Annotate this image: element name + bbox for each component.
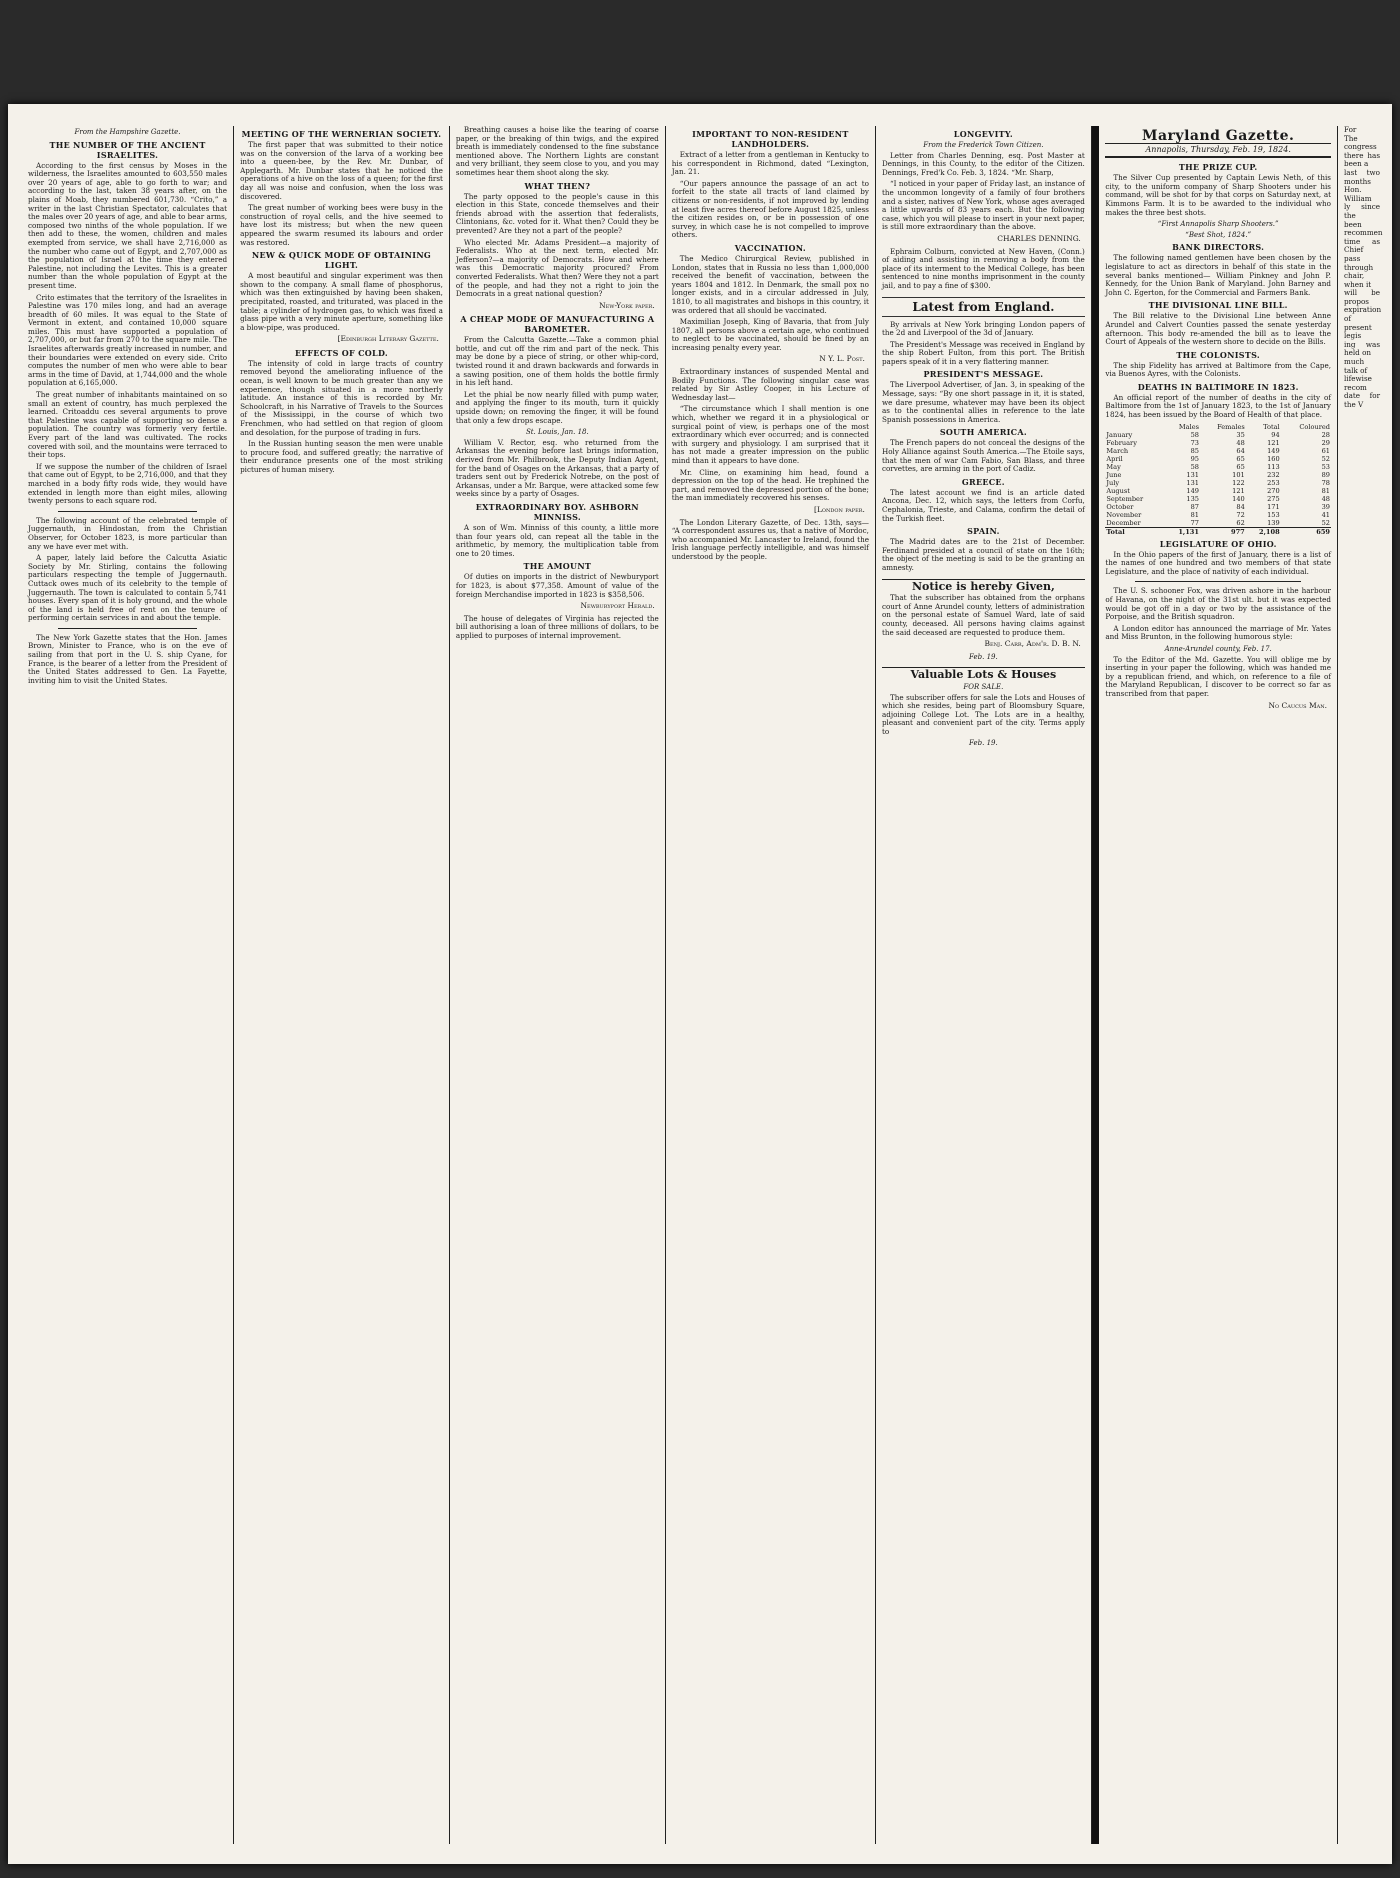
paragraph: The great number of working bees were busy in the construction of royal cells, and the hive seemed to have lost its mistress; but when the new queen appeared the swarm resumed its labours and order was restored.	[240, 203, 443, 247]
table-cell: 78	[1321, 478, 1330, 487]
paragraph: Letter from Charles Denning, esq. Post Master at Dennings, in this County, to the editor of the Citizen. Dennings, Fred'k Co. Feb. 3, 1824. “Mr. Sharp,	[881, 150, 1085, 177]
table-cell: 52	[1321, 518, 1330, 527]
paragraph: “I noticed in your paper of Friday last, an instance of the uncommon longevity of a family of four brothers and a sister, natives of New York, whose ages averaged a little upwards of 83 years each. But the following case, which you will please to insert in your next paper, is still more extraordinary than the above.	[881, 179, 1085, 232]
table-cell: 62	[1236, 518, 1245, 527]
text-line: Hon. William	[1344, 185, 1372, 203]
table-cell: March	[1106, 446, 1129, 455]
table-cell: 72	[1236, 510, 1245, 519]
table-cell: 1,131	[1165, 527, 1200, 536]
table-cell: 139	[1267, 518, 1280, 527]
paragraph: Mr. Cline, on examining him head, found a depression on the top of the head. He trephined the part, and removed the depressed portion of the bone; the man immediately recovered his senses.	[671, 467, 869, 503]
table-cell: 81	[1321, 486, 1330, 495]
dateline: Anne-Arundel county, Feb. 17.	[1164, 645, 1272, 653]
article-title: THE DIVISIONAL LINE BILL.	[1148, 300, 1288, 311]
table-cell: August	[1106, 486, 1130, 495]
masthead-dateline: Annapolis, Thursday, Feb. 19, 1824.	[1105, 143, 1331, 159]
text-line: ing was held on	[1344, 339, 1381, 358]
table-cell: 64	[1236, 446, 1245, 455]
paragraph: The President's Message was received in England by the ship Robert Fulton, from this port. The British papers speak of it in a very flattering manner.	[881, 339, 1085, 366]
table-cell: 85	[1190, 446, 1199, 455]
paragraph: Of duties on imports in the district of Newburyport for 1823, is about $77,358. Amount of value of the foreign Merchandise imported in 1823 is $358,506.	[455, 572, 659, 599]
article-title: THE AMOUNT	[523, 561, 592, 572]
table-row	[1105, 479, 1331, 487]
paragraph: The Bill relative to the Divisional Line between Anne Arundel and Calvert Counties passed the senate yesterday afternoon. This body re-amended the bill as to leave the Court of Appeals of the western shore to decide on the Bills.	[1105, 311, 1331, 347]
article-title: PRESIDENT'S MESSAGE.	[923, 369, 1044, 380]
table-cell: 113	[1267, 462, 1280, 471]
table-cell: 131	[1186, 470, 1199, 479]
paragraph: The U. S. schooner Fox, was driven ashore in the harbour of Havana, on the night of the 31st ult. but it was expected would be got off in a day or two by the assistance of the Porpoise, and the British squadron.	[1105, 586, 1331, 622]
table-cell: 84	[1236, 502, 1245, 511]
table-cell: 2,108	[1246, 527, 1281, 536]
signature: No Caucus Man.	[1268, 700, 1327, 710]
text-line: last two months	[1344, 167, 1381, 186]
paragraph: The Medico Chirurgical Review, published in London, states that in Russia no less than 1,000,000 received the benefit of vaccination, between the years 1804 and 1812. In Denmark, the small pox no longer exists, and in a circular addressed in July, 1810, to all magistrates and bishops in this country, it was ordered that all should be vaccinated.	[671, 253, 869, 315]
table-row	[1105, 447, 1331, 455]
table-cell: July	[1106, 478, 1120, 487]
paragraph: The Madrid dates are to the 21st of December. Ferdinand presided at a council of state on the 16th; the object of the meeting is said to be the granting an amnesty.	[881, 537, 1085, 572]
table-cell: 52	[1321, 454, 1330, 463]
table-header-cell: Total	[1263, 422, 1280, 431]
table-header-cell: Females	[1217, 422, 1245, 431]
signature: CHARLES DENNING.	[997, 233, 1081, 243]
signature: Newburyport Herald.	[580, 601, 655, 611]
table-cell: 232	[1267, 470, 1280, 479]
paragraph: The London Literary Gazette, of Dec. 13th, says— “A correspondent assures us, that a native of Mordoc, who accompanied Mr. Lancaster to Ireland, found the Irish language perfectly intelligible, and was himself understood by the people.	[671, 517, 869, 561]
paragraph: “The circumstance which I shall mention is one which, whether we regard it in a physiological or surgical point of view, is perhaps one of the most extraordinary which ever occurred; and is connected with surgery and physiology. I am surprised that it has not made a greater impression on the public mind than it appears to have done.	[671, 404, 869, 465]
text-line: chair, when it	[1344, 271, 1372, 289]
table-row	[1105, 527, 1331, 536]
table-cell: 160	[1267, 454, 1280, 463]
paragraph: A most beautiful and singular experiment was then shown to the company. A small flame of phosphorus, which was then extinguished by having been shaken, precipitated, roasted, and triturated, was placed in the table; a cylinder of hydrogen gas, to which was fixed a glass pipe with a very minute aperture, something like a blow-pipe, was produced.	[240, 271, 443, 332]
text-line: time as Chief	[1344, 236, 1381, 255]
article-title: IMPORTANT TO NON-RESIDENT LANDHOLDERS.	[692, 129, 849, 149]
table-cell: May	[1106, 462, 1121, 471]
article-title: VACCINATION.	[734, 242, 806, 253]
paragraph: Let the phial be now nearly filled with pump water, and applying the finger to its mouth, turn it quickly upside down; on removing the finger, it will be found that only a few drops escape.	[455, 389, 659, 425]
article-title: LONGEVITY.	[953, 129, 1013, 139]
table-row	[1105, 431, 1331, 439]
paragraph: The house of delegates of Virginia has rejected the bill authorising a loan of three millions of dollars, to be applied to purposes of internal improvement.	[455, 613, 659, 640]
signature: N Y. L. Post.	[819, 354, 865, 364]
table-cell: 81	[1190, 510, 1199, 519]
table-cell: 659	[1281, 527, 1331, 536]
table-row	[1105, 455, 1331, 463]
paragraph: In the Russian hunting season the men were unable to procure food, and suffered greatly; the narrative of their endurance presents one of the most striking pictures of human misery.	[240, 439, 443, 474]
table-row	[1105, 439, 1331, 447]
paragraph: That the subscriber has obtained from the orphans court of Anne Arundel county, letters of administration on the personal estate of Samuel Ward, late of said county, deceased. All persons having claims against the said deceased are requested to produce them.	[881, 593, 1085, 637]
article-title: NEW & QUICK MODE OF OBTAINING LIGHT.	[251, 250, 432, 271]
paragraph: From the Calcutta Gazette.—Take a common phial bottle, and cut off the rim and part of the neck. This may be done by a piece of string, or other whip-cord, twisted round it and drawn backwards and forwards in a sawing position, one of them holds the bottle firmly in his left hand.	[455, 335, 659, 388]
table-header-cell: Coloured	[1299, 422, 1330, 431]
text-line: The congress	[1344, 133, 1377, 152]
table-cell: 149	[1267, 446, 1280, 455]
paragraph: If we suppose the number of the children of Israel that came out of Egypt, to be 2,716,000, and that they marched in a body fifty rods wide, they would have extended in length more than eight miles, allowing twenty persons to each square rod.	[28, 461, 228, 506]
column-4	[666, 126, 876, 1844]
text-line: expiration of	[1344, 305, 1382, 324]
article-title: BANK DIRECTORS.	[1172, 242, 1265, 253]
inscription: “Best Shot, 1824.”	[1185, 230, 1252, 239]
divider	[58, 511, 197, 512]
table-cell: 153	[1267, 510, 1280, 519]
table-cell: Total	[1105, 527, 1165, 536]
paragraph: The New York Gazette states that the Hon. James Brown, Minister to France, who is on the eve of sailing from that port in the U. S. ship Cyane, for France, is the bearer of a letter from the President of the United States addressed to Gen. La Fayette, inviting him to visit the United States.	[28, 632, 228, 685]
table-row	[1105, 487, 1331, 495]
paragraph: The latest account we find is an article dated Ancona, Dec. 12, which says, the letters from Corfu, Cephalonia, Trieste, and Calama, confirm the detail of the Turkish fleet.	[881, 487, 1085, 523]
table-cell: 39	[1321, 502, 1330, 511]
table-header-row	[1105, 423, 1331, 431]
masthead: Maryland Gazette.	[1141, 128, 1295, 144]
article-title: SOUTH AMERICA.	[939, 427, 1027, 438]
signature: New-York paper.	[599, 300, 655, 310]
paragraph: Breathing causes a hoise like the tearing of coarse paper, or the breaking of thin twigs, and the expired breath is immediately condensed to the fine substance mentioned above. The Northern Lights are constant and very brilliant, they seem close to you, and you may sometimes hear them shoot along the sky.	[455, 126, 659, 177]
text-line: much talk of	[1344, 357, 1368, 375]
paragraph: In the Ohio papers of the first of January, there is a list of the names of one hundred and two members of that state Legislature, and the place of nativity of each individual.	[1105, 549, 1331, 576]
table-cell: 94	[1271, 430, 1280, 439]
table-cell: 270	[1267, 486, 1280, 495]
paragraph: “Our papers announce the passage of an act to forfeit to the state all tracts of land claimed by citizens or non-residents, if not improved by lending at least five acres thereof before August 1825, unless the citizen resides on, or be in possession of one survey, in which case he is not compelled to improve others.	[671, 178, 869, 240]
table-cell: 121	[1267, 438, 1280, 447]
table-cell: 58	[1190, 430, 1199, 439]
article-title: THE COLONISTS.	[1176, 349, 1260, 360]
table-cell: 35	[1236, 430, 1245, 439]
signature: Benj. Carr, Adm'r. D. B. N.	[984, 639, 1081, 649]
article-title: GREECE.	[961, 476, 1005, 487]
divider	[1135, 581, 1301, 582]
table-row	[1105, 471, 1331, 479]
signature: [London paper.	[814, 504, 865, 514]
paragraph: Who elected Mr. Adams President—a majority of Federalists. Who at the next term, elected Mr. Jefferson?—a majority of Democrats. How and where was this Democratic majority procured? From converted Federalists. What then? Were they not a part of the people, and had they not a right to join the Democrats in a great national question?	[455, 237, 659, 299]
paragraph: An official report of the number of deaths in the city of Baltimore from the 1st of January 1823, to the 1st of January 1824, has been issued by the Board of Health of that place.	[1105, 392, 1331, 420]
text-line: lifewise recom	[1344, 374, 1372, 392]
table-row	[1105, 519, 1331, 528]
paragraph: The following account of the celebrated temple of Juggernauth, in Hindostan, from the Christian Observer, for October 1823, is more particular than any we have ever met with.	[28, 515, 228, 551]
paragraph: The party opposed to the people's cause in this election in this State, concede themselves and their friends abroad with the assertion that federalists, Clintonians, &c. voted for it. What then? Could they be prevented? Are they not a part of the people?	[455, 191, 659, 235]
table-cell: 65	[1236, 462, 1245, 471]
table-cell: 121	[1232, 486, 1245, 495]
table-cell: 140	[1232, 494, 1245, 503]
table-cell: 87	[1190, 502, 1199, 511]
table-cell: June	[1106, 470, 1122, 479]
table-cell: 77	[1190, 518, 1199, 527]
paragraph: By arrivals at New York bringing London papers of the 2d and Liverpool of the 3d of January.	[881, 319, 1085, 338]
paragraph: A son of Wm. Minniss of this county, a little more than four years old, can repeat all the table in the arithmetic, by memory, the multiplication table from one to 20 times.	[455, 522, 659, 558]
table-cell: September	[1106, 494, 1144, 503]
paragraph: To the Editor of the Md. Gazette. You will oblige me by inserting in your paper the following, which was handed me by a republican friend, and which, on reference to a file of the Maryland Republican, I discover to be correct so far as transcribed from that paper.	[1105, 654, 1331, 698]
table-cell: 61	[1321, 446, 1330, 455]
table-cell: 48	[1236, 438, 1245, 447]
table-cell: 171	[1267, 502, 1280, 511]
paragraph: A London editor has announced the marriage of Mr. Yates and Miss Brunton, in the following humorous style:	[1105, 623, 1331, 642]
paragraph: The great number of inhabitants maintained on so small an extent of country, has much perplexed the learned. Critoaddu ces several arguments to prove that Palestine was capable of supporting so dense a population. The country was formerly very fertile. Every part of the land was cultivated. The rocks covered with soil, and the mountains were terraced to their tops.	[28, 390, 228, 460]
table-cell: 65	[1236, 454, 1245, 463]
column-5	[876, 126, 1092, 1844]
paragraph: Maximilian Joseph, King of Bavaria, that from July 1807, all persons above a certain age, who continued to neglect to be vaccinated, should be fined by an increasing penalty every year.	[671, 317, 869, 352]
paragraph: The first paper that was submitted to their notice was on the conversion of the larva of a working bee into a queen-bee, by the Rev. Mr. Dunbar, of Applegarth. Mr. Dunbar states that he noticed the operations of a hive on the loss of a queen; for the first day all was noise and confusion, when the loss was discovered.	[240, 140, 443, 201]
article-title: A CHEAP MODE OF MANUFACTURING A BAROMETER.	[460, 314, 655, 335]
newspaper-sheet	[8, 104, 1392, 1864]
divider	[58, 628, 197, 629]
source-line: From the Hampshire Gazette.	[74, 128, 181, 136]
text-line: pass through	[1344, 253, 1374, 272]
table-cell: 135	[1186, 494, 1199, 503]
table-cell: 149	[1186, 486, 1199, 495]
inscription: “First Annapolis Sharp Shooters.”	[1157, 220, 1279, 229]
paragraph: The ship Fidelity has arrived at Baltimore from the Cape, via Buenos Ayres, with the Colonists.	[1105, 360, 1331, 379]
paragraph: The Silver Cup presented by Captain Lewis Neth, of this city, to the uniform company of Sharp Shooters under his command, will be shot for by that corps on Saturday next, at Kimmons Farm. It is to be awarded to the individual who makes the three best shots.	[1105, 173, 1331, 217]
table-row	[1105, 495, 1331, 503]
paragraph: According to the first census by Moses in the wilderness, the Israelites amounted to 603,550 males over 20 years of age, able to go forth to war; and according to the last, taken 38 years after, on the plains of Moab, they numbered 601,730. “Crito,” a writer in the last Christian Spectator, calculates that the males over 20 years of age, and able to bear arms, composed two ninths of the whole population. If we then add to these, the women, children and males exempted from service, we shall have 2,716,000 as the number who came out of Egypt, and 2,707,000 as the population of Israel at the time they entered Palestine, not including the Levites. This is a greater number than the whole population of Egypt at the present time.	[28, 160, 228, 290]
table-cell: 41	[1321, 510, 1330, 519]
column-3	[450, 126, 666, 1844]
text-line: there has been a	[1344, 150, 1381, 169]
table-cell: 95	[1190, 454, 1199, 463]
paragraph: Extraordinary instances of suspended Mental and Bodily Functions. The following singular case was related by Sir Astley Cooper, in his Lecture of Wednesday last—	[671, 367, 869, 402]
article-title: LEGISLATURE OF OHIO.	[1159, 538, 1277, 549]
table-row	[1105, 463, 1331, 471]
table-cell: 73	[1190, 438, 1199, 447]
paragraph: Ephraim Colburn, convicted at New Haven, (Conn.) of aiding and assisting in removing a body from the place of its interment to the Medical College, has been sentenced to nine months imprisonment in the county jail, and to pay a fine of $300.	[881, 246, 1085, 290]
date-line: Feb. 19.	[969, 652, 998, 661]
article-title: THE NUMBER OF THE ANCIENT ISRAELITES.	[49, 139, 206, 160]
table-cell: November	[1106, 510, 1142, 519]
notice-heading: Notice is hereby Given,	[882, 579, 1085, 592]
table-body	[1105, 431, 1331, 536]
date-line: Feb. 19.	[969, 739, 998, 748]
table-cell: 101	[1232, 470, 1245, 479]
article-title: SPAIN.	[967, 526, 1000, 537]
paragraph: The Liverpool Advertiser, of Jan. 3, in speaking of the Message, says: “By one short passage in it, it is stated, we dare presume, whatever may have been its object as to the continental allies in reference to the late Spanish possessions in America.	[881, 380, 1085, 424]
text-line: been recommen	[1344, 219, 1383, 238]
table-cell: 58	[1190, 462, 1199, 471]
table-cell: 275	[1267, 494, 1280, 503]
ad-subheading: FOR SALE.	[963, 682, 1004, 691]
table-cell: February	[1106, 438, 1137, 447]
table-cell: 89	[1321, 470, 1330, 479]
column-7-cropped	[1338, 126, 1386, 1844]
dateline: St. Louis, Jan. 18.	[525, 428, 589, 437]
table-cell: 29	[1321, 438, 1330, 447]
headline: Latest from England.	[882, 297, 1085, 317]
column-2	[234, 126, 450, 1844]
paragraph: The French papers do not conceal the designs of the Holy Alliance against South America.—The Etoile says, that the men of war Cam Fabio, San Blass, and three corvettes, are arming in the port of Cadiz.	[881, 438, 1085, 474]
article-title: EXTRAORDINARY BOY. ASHBORN MINNISS.	[475, 501, 639, 522]
paragraph: William V. Rector, esq. who returned from the Arkansas the evening before last brings information, derived from Mr. Philbrook, the Deputy Indian Agent, for the band of Osages on the Arkansas, that a party of traders sent out by Frederick Notrebe, on the post of Arkansas, under a Mr. Barque, were attacked some few weeks since by a party of Osages.	[455, 437, 659, 499]
paragraph: A paper, lately laid before the Calcutta Asiatic Society by Mr. Stirling, contains the following particulars respecting the temple of Juggernauth. Cuttack owes much of its celebrity to the temple of Juggernauth. The town is calculated to contain 5,741 houses. Every span of it is holy ground, and the whole of the land is held free of rent on the tenure of performing certain services in and about the temple.	[28, 553, 228, 623]
paragraph: Extract of a letter from a gentleman in Kentucky to his correspondent in Richmond, dated “Lexington, Jan. 21.	[671, 150, 869, 177]
paragraph: The following named gentlemen have been chosen by the legislature to act as directors in behalf of this state in the several banks mentioned— William Pinkney and John P. Kennedy, for the Union Bank of Maryland. John Barney and John C. Egerton, for the Commercial and Farmers Bank.	[1105, 253, 1331, 297]
table-header-cell: Males	[1178, 422, 1199, 431]
table-cell: 53	[1321, 462, 1330, 471]
table-cell: October	[1106, 502, 1134, 511]
text-line: will be propos	[1344, 288, 1381, 306]
table-cell: January	[1106, 430, 1133, 439]
column-6	[1099, 126, 1338, 1844]
article-title: WHAT THEN?	[524, 180, 591, 191]
table-cell: April	[1106, 454, 1123, 463]
table-cell: December	[1106, 518, 1141, 527]
table-row	[1105, 511, 1331, 519]
column-1	[22, 126, 234, 1844]
table-cell: 48	[1321, 494, 1330, 503]
table-cell: 28	[1321, 430, 1330, 439]
table-cell: 977	[1200, 527, 1246, 536]
table-cell: 122	[1232, 478, 1245, 487]
paragraph: The intensity of cold in large tracts of country removed beyond the ameliorating influence of the ocean, is well known to be much greater than any we experience, though situated in a more northerly latitude. An instance of this is recorded by Mr. Schoolcraft, in his Narrative of Travels to the Sources of the Mississippi, in the course of which two Frenchmen, who had settled on that region of gloom and desolation, for the purpose of trading in furs.	[240, 358, 443, 437]
text-line: For	[1344, 126, 1357, 134]
source-line: From the Frederick Town Citizen.	[923, 141, 1044, 149]
cropped-text	[1344, 126, 1383, 410]
page-gutter	[1092, 126, 1100, 1844]
signature: [Edinburgh Literary Gazette.	[337, 334, 439, 344]
table-row	[1105, 503, 1331, 511]
text-line: present legis	[1344, 322, 1372, 341]
table-cell: 131	[1186, 478, 1199, 487]
paragraph: Crito estimates that the territory of the Israelites in Palestine was 170 miles long, and had an average breadth of 60 miles. It was equal to the State of Vermont in extent, and contained 10,000 square miles. This must have supported a population of 2,707,000, or but far from 270 to the square mile. The Israelites afterwards greatly increased in number, and their boundaries were extended on every side. Crito computes the number of men who were able to bear arms in the time of David, at 1,744,000 and the whole population at 6,165,000.	[28, 292, 228, 388]
ad-heading: Valuable Lots & Houses	[882, 667, 1085, 680]
deaths-table	[1105, 423, 1331, 536]
columns	[22, 126, 1386, 1844]
table-cell: 253	[1267, 478, 1280, 487]
article-title: DEATHS IN BALTIMORE IN 1823.	[1137, 381, 1299, 392]
paragraph: The subscriber offers for sale the Lots and Houses of which she resides, being part of Bloomsbury Square, adjoining College Lot. The Lots are in a healthy, pleasant and convenient part of the city. Terms apply to	[881, 692, 1085, 736]
article-title: EFFECTS OF COLD.	[294, 347, 389, 358]
article-title: MEETING OF THE WERNERIAN SOCIETY.	[241, 129, 442, 139]
table-header-cell	[1105, 423, 1165, 431]
text-line: date for the V	[1344, 391, 1381, 409]
text-line: ly since the	[1344, 202, 1381, 220]
article-title: THE PRIZE CUP.	[1178, 162, 1258, 173]
